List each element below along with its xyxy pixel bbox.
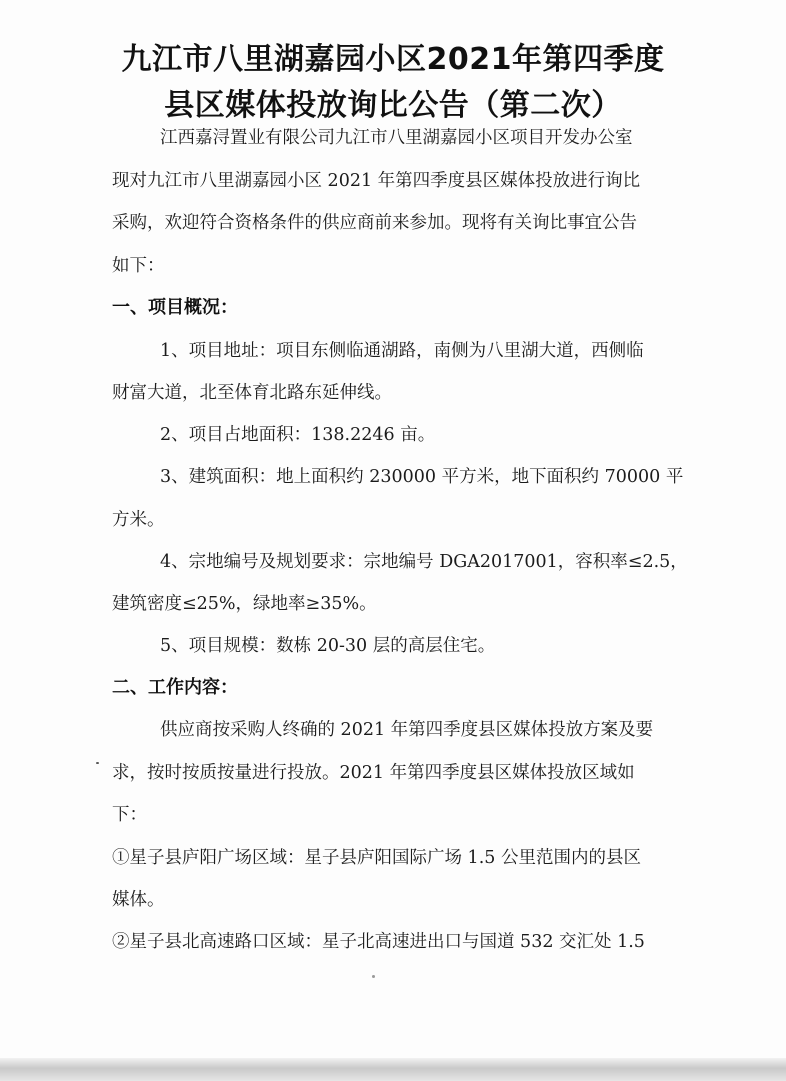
section-1-line: 1、项目地址：项目东侧临通湖路，南侧为八里湖大道，西侧临 bbox=[160, 341, 644, 361]
scan-speck bbox=[96, 762, 99, 764]
intro-line-4: 如下： bbox=[112, 256, 165, 276]
section-2-line: ②星子县北高速路口区域：星子北高速进出口与国道 532 交汇处 1.5 bbox=[112, 932, 645, 952]
scan-speck bbox=[372, 975, 375, 978]
section-1-line: 建筑密度≤25%，绿地率≥35%。 bbox=[112, 594, 377, 614]
section-1-heading: 一、项目概况： bbox=[112, 297, 238, 318]
section-2-line: 供应商按采购人终确的 2021 年第四季度县区媒体投放方案及要 bbox=[160, 720, 654, 740]
section-2-line: 求，按时按质按量进行投放。2021 年第四季度县区媒体投放区域如 bbox=[112, 763, 635, 783]
section-1-line: 方米。 bbox=[112, 510, 165, 530]
intro-line-3: 采购，欢迎符合资格条件的供应商前来参加。现将有关询比事宜公告 bbox=[112, 213, 637, 233]
intro-line-2: 现对九江市八里湖嘉园小区 2021 年第四季度县区媒体投放进行询比 bbox=[112, 171, 641, 191]
section-2-heading: 二、工作内容： bbox=[112, 677, 238, 698]
section-1-line: 5、项目规模：数栋 20-30 层的高层住宅。 bbox=[160, 636, 496, 656]
section-2-line: ①星子县庐阳广场区域：星子县庐阳国际广场 1.5 公里范围内的县区 bbox=[112, 848, 641, 868]
section-1-line: 4、宗地编号及规划要求：宗地编号 DGA2017001，容积率≤2.5， bbox=[160, 552, 688, 572]
section-2-line: 下： bbox=[112, 805, 147, 825]
section-1-line: 财富大道，北至体育北路东延伸线。 bbox=[112, 383, 392, 403]
document-title-line-2: 县区媒体投放询比公告（第二次） bbox=[164, 88, 622, 123]
section-1-line: 3、建筑面积：地上面积约 230000 平方米，地下面积约 70000 平 bbox=[160, 467, 684, 487]
document-title-line-1: 九江市八里湖嘉园小区2021年第四季度 bbox=[121, 42, 665, 77]
scan-bottom-edge bbox=[0, 1058, 786, 1081]
intro-line-1: 江西嘉浔置业有限公司九江市八里湖嘉园小区项目开发办公室 bbox=[160, 128, 633, 148]
section-1-line: 2、项目占地面积：138.2246 亩。 bbox=[160, 425, 436, 445]
section-2-line: 媒体。 bbox=[112, 890, 165, 910]
